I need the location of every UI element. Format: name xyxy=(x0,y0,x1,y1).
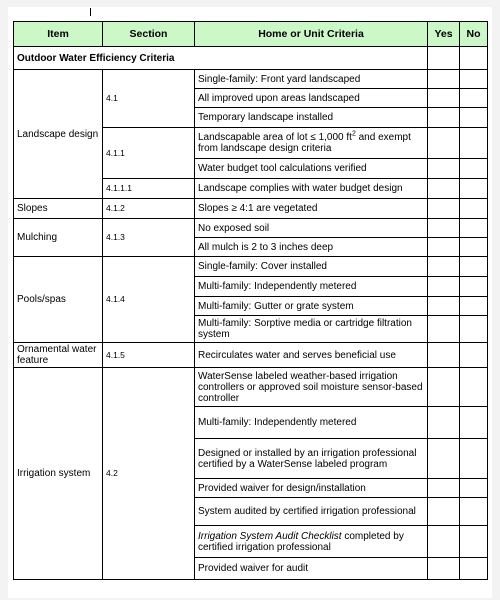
header-no: No xyxy=(460,22,488,47)
no-checkbox-cell[interactable] xyxy=(460,128,488,159)
yes-checkbox-cell[interactable] xyxy=(428,89,460,108)
criteria-table xyxy=(13,21,488,580)
table-row xyxy=(14,343,488,368)
item-cell: Slopes xyxy=(14,199,103,219)
section-cell: 4.1.1.1 xyxy=(103,179,195,199)
table-row xyxy=(14,70,488,89)
header-yes: Yes xyxy=(428,22,460,47)
criteria-cell: Landscape complies with water budget design xyxy=(195,179,428,199)
no-checkbox-cell[interactable] xyxy=(460,257,488,277)
yes-checkbox-cell[interactable] xyxy=(428,277,460,297)
no-checkbox-cell[interactable] xyxy=(460,159,488,179)
no-checkbox-cell[interactable] xyxy=(460,498,488,526)
no-checkbox-cell[interactable] xyxy=(460,297,488,316)
yes-checkbox-cell[interactable] xyxy=(428,199,460,219)
text-cursor xyxy=(90,8,91,16)
yes-checkbox-cell[interactable] xyxy=(428,343,460,368)
item-cell: Mulching xyxy=(14,219,103,257)
criteria-cell: Multi-family: Independently metered xyxy=(195,407,428,439)
section-cell: 4.1.4 xyxy=(103,257,195,343)
criteria-cell: Single-family: Cover installed xyxy=(195,257,428,277)
criteria-cell: Slopes ≥ 4:1 are vegetated xyxy=(195,199,428,219)
criteria-cell: Recirculates water and serves beneficial use xyxy=(195,343,428,368)
header-row xyxy=(14,22,488,47)
section-title: Outdoor Water Efficiency Criteria xyxy=(14,47,428,70)
yes-checkbox-cell[interactable] xyxy=(428,479,460,498)
header-item: Item xyxy=(14,22,103,47)
no-checkbox-cell[interactable] xyxy=(460,558,488,580)
no-checkbox-cell[interactable] xyxy=(460,89,488,108)
yes-checkbox-cell[interactable] xyxy=(428,526,460,558)
yes-checkbox-cell[interactable] xyxy=(428,219,460,238)
no-checkbox-cell[interactable] xyxy=(460,439,488,479)
item-cell: Landscape design xyxy=(14,70,103,199)
no-checkbox-cell[interactable] xyxy=(460,343,488,368)
no-checkbox-cell[interactable] xyxy=(460,219,488,238)
table-row xyxy=(14,368,488,407)
criteria-cell: Multi-family: Independently metered xyxy=(195,277,428,297)
criteria-cell: Irrigation System Audit Checklist completed by certified irrigation professional xyxy=(195,526,428,558)
section-cell: 4.1.5 xyxy=(103,343,195,368)
section-title-yes-cell xyxy=(428,47,460,70)
yes-checkbox-cell[interactable] xyxy=(428,297,460,316)
yes-checkbox-cell[interactable] xyxy=(428,257,460,277)
section-cell: 4.1.2 xyxy=(103,199,195,219)
no-checkbox-cell[interactable] xyxy=(460,199,488,219)
section-title-row xyxy=(14,47,488,70)
criteria-cell: System audited by certified irrigation professional xyxy=(195,498,428,526)
yes-checkbox-cell[interactable] xyxy=(428,179,460,199)
no-checkbox-cell[interactable] xyxy=(460,316,488,343)
yes-checkbox-cell[interactable] xyxy=(428,108,460,128)
no-checkbox-cell[interactable] xyxy=(460,479,488,498)
no-checkbox-cell[interactable] xyxy=(460,277,488,297)
item-cell: Ornamental water feature xyxy=(14,343,103,368)
no-checkbox-cell[interactable] xyxy=(460,526,488,558)
criteria-cell: Multi-family: Gutter or grate system xyxy=(195,297,428,316)
item-cell: Irrigation system xyxy=(14,368,103,580)
criteria-cell: Provided waiver for audit xyxy=(195,558,428,580)
section-cell: 4.1.1 xyxy=(103,128,195,179)
yes-checkbox-cell[interactable] xyxy=(428,558,460,580)
criteria-cell: WaterSense labeled weather-based irrigation controllers or approved soil moisture sensor-based controller xyxy=(195,368,428,407)
yes-checkbox-cell[interactable] xyxy=(428,316,460,343)
section-cell: 4.1 xyxy=(103,70,195,128)
yes-checkbox-cell[interactable] xyxy=(428,159,460,179)
yes-checkbox-cell[interactable] xyxy=(428,407,460,439)
section-cell: 4.1.3 xyxy=(103,219,195,257)
yes-checkbox-cell[interactable] xyxy=(428,439,460,479)
criteria-cell: Provided waiver for design/installation xyxy=(195,479,428,498)
no-checkbox-cell[interactable] xyxy=(460,407,488,439)
criteria-cell: Designed or installed by an irrigation professional certified by a WaterSense labeled program xyxy=(195,439,428,479)
table-row xyxy=(14,199,488,219)
no-checkbox-cell[interactable] xyxy=(460,368,488,407)
criteria-cell: Multi-family: Sorptive media or cartridge filtration system xyxy=(195,316,428,343)
criteria-cell: Temporary landscape installed xyxy=(195,108,428,128)
header-criteria: Home or Unit Criteria xyxy=(195,22,428,47)
section-title-no-cell xyxy=(460,47,488,70)
criteria-cell: Water budget tool calculations verified xyxy=(195,159,428,179)
header-section: Section xyxy=(103,22,195,47)
criteria-cell: Landscapable area of lot ≤ 1,000 $ft^2$ and exempt from landscape design criteria xyxy=(195,128,428,159)
no-checkbox-cell[interactable] xyxy=(460,70,488,89)
yes-checkbox-cell[interactable] xyxy=(428,70,460,89)
criteria-cell: All improved upon areas landscaped xyxy=(195,89,428,108)
item-cell: Pools/spas xyxy=(14,257,103,343)
yes-checkbox-cell[interactable] xyxy=(428,498,460,526)
no-checkbox-cell[interactable] xyxy=(460,238,488,257)
no-checkbox-cell[interactable] xyxy=(460,179,488,199)
no-checkbox-cell[interactable] xyxy=(460,108,488,128)
table-row xyxy=(14,219,488,238)
table-row xyxy=(14,257,488,277)
yes-checkbox-cell[interactable] xyxy=(428,368,460,407)
yes-checkbox-cell[interactable] xyxy=(428,238,460,257)
criteria-cell: No exposed soil xyxy=(195,219,428,238)
section-cell: 4.2 xyxy=(103,368,195,580)
criteria-cell: All mulch is 2 to 3 inches deep xyxy=(195,238,428,257)
yes-checkbox-cell[interactable] xyxy=(428,128,460,159)
criteria-cell: Single-family: Front yard landscaped xyxy=(195,70,428,89)
